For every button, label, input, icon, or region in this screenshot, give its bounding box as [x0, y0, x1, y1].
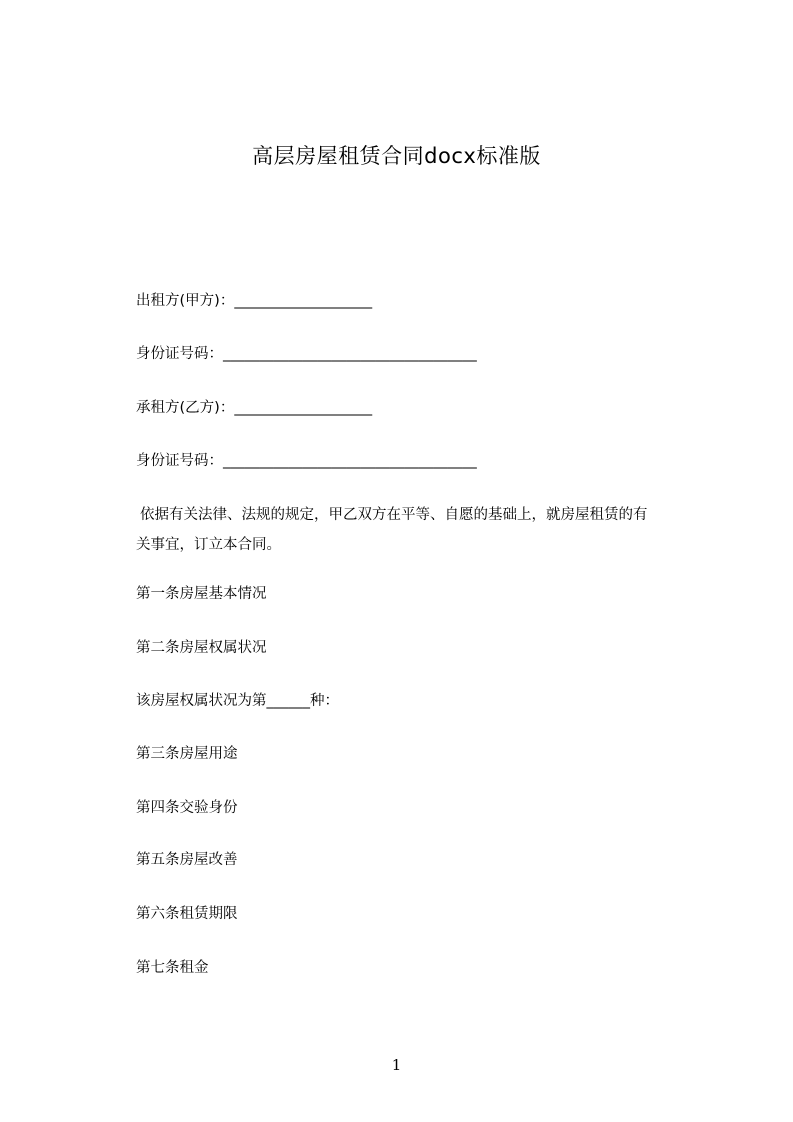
section-2: 第二条房屋权属状况	[136, 640, 267, 656]
section-7: 第七条租金	[136, 960, 209, 976]
page-number: 1	[391, 1056, 402, 1074]
lessee-field	[136, 396, 372, 420]
intro-paragraph	[136, 500, 706, 560]
lessee-id-label: 身份证号码：	[136, 453, 223, 469]
intro-line-1: 依据有关法律、法规的规定，甲乙双方在平等、自愿的基础上，就房屋租赁的有	[140, 507, 648, 523]
lessor-id-label: 身份证号码：	[136, 346, 223, 362]
intro-line-2: 关事宜，订立本合同。	[136, 537, 281, 553]
section-3: 第三条房屋用途	[136, 746, 238, 762]
lessor-id-field	[136, 342, 477, 366]
lessor-label: 出租方(甲方)：	[136, 293, 235, 309]
section-6: 第六条租赁期限	[136, 906, 238, 922]
section-1: 第一条房屋基本情况	[136, 586, 267, 602]
section-4: 第四条交验身份	[136, 800, 238, 816]
lessor-id-blank: ___________________________________	[223, 346, 477, 362]
lessor-field	[136, 289, 372, 313]
lessee-label: 承租方(乙方)：	[136, 400, 235, 416]
section-5: 第五条房屋改善	[136, 852, 238, 868]
ownership-type-line: 该房屋权属状况为第______种：	[136, 693, 339, 709]
lessor-blank: ___________________	[234, 293, 373, 309]
lessee-id-blank: ___________________________________	[223, 453, 477, 469]
lessee-blank: ___________________	[234, 400, 373, 416]
document-title: 高层房屋租赁合同docx标准版	[252, 144, 541, 168]
lessee-id-field	[136, 449, 477, 473]
